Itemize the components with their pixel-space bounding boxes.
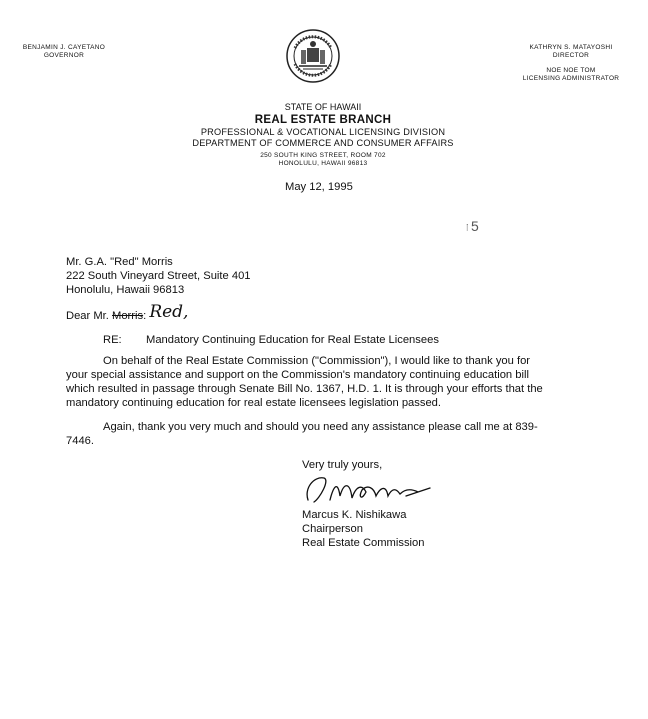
re-label: RE: [103, 334, 122, 346]
signer-org: Real Estate Commission [302, 537, 425, 549]
paragraph-text: Again, thank you very much and should you need any assistance please call me at 839-7446. [66, 421, 538, 447]
state-name: STATE OF HAWAII [284, 102, 362, 112]
body-paragraph-1 [66, 354, 546, 410]
director-block [515, 44, 627, 83]
letterhead-center [150, 102, 496, 168]
salutation-prefix: Dear Mr. [66, 310, 109, 322]
stamp-dots: ⁞ [466, 222, 472, 233]
state-seal-icon [285, 28, 341, 89]
salutation [66, 302, 189, 323]
closing: Very truly yours, [302, 459, 383, 471]
branch-name: REAL ESTATE BRANCH [254, 114, 392, 126]
re-line [103, 333, 439, 347]
city-address: HONOLULU, HAWAII 96813 [278, 160, 368, 167]
signer-title: Chairperson [302, 523, 363, 535]
administrator-name: NOE NOE TOM [546, 67, 596, 74]
signer-name: Marcus K. Nishikawa [302, 509, 407, 521]
division-name: PROFESSIONAL & VOCATIONAL LICENSING DIVISION [200, 127, 446, 137]
director-title: DIRECTOR [552, 52, 590, 59]
administrator-title: LICENSING ADMINISTRATOR [522, 75, 620, 82]
letter-date: May 12, 1995 [285, 181, 353, 193]
re-subject: Mandatory Continuing Education for Real Estate Licensees [146, 334, 439, 346]
body-paragraph-2 [66, 420, 546, 448]
salutation-handwritten: Red, [149, 302, 189, 322]
governor-name: BENJAMIN J. CAYETANO [22, 44, 106, 51]
street-address: 250 SOUTH KING STREET, ROOM 702 [260, 152, 386, 159]
recipient-name: Mr. G.A. "Red" Morris [66, 256, 173, 268]
recipient-street: 222 South Vineyard Street, Suite 401 [66, 270, 251, 282]
director-name: KATHRYN S. MATAYOSHI [529, 44, 613, 51]
governor-block [18, 44, 110, 60]
governor-title: GOVERNOR [43, 52, 85, 59]
salutation-colon: : [143, 310, 147, 322]
recipient-city: Honolulu, Hawaii 96813 [66, 284, 185, 296]
stamp-digit: 5 [471, 218, 479, 234]
paragraph-text: On behalf of the Real Estate Commission ("Commission"), I would like to thank you for your special assistance and support on the Commission's mandatory continuing education bill which resulted in passage through Senate Bill No. 1367, H.D. 1. It is through your efforts that the mandatory continuing education for real estate licensees legislation passed. [66, 355, 543, 409]
recipient-block [66, 255, 251, 297]
department-name: DEPARTMENT OF COMMERCE AND CONSUMER AFFAIRS [192, 138, 454, 148]
salutation-struck-name: Morris [112, 310, 144, 322]
signer-block [302, 508, 424, 550]
stamp-mark [466, 218, 479, 234]
